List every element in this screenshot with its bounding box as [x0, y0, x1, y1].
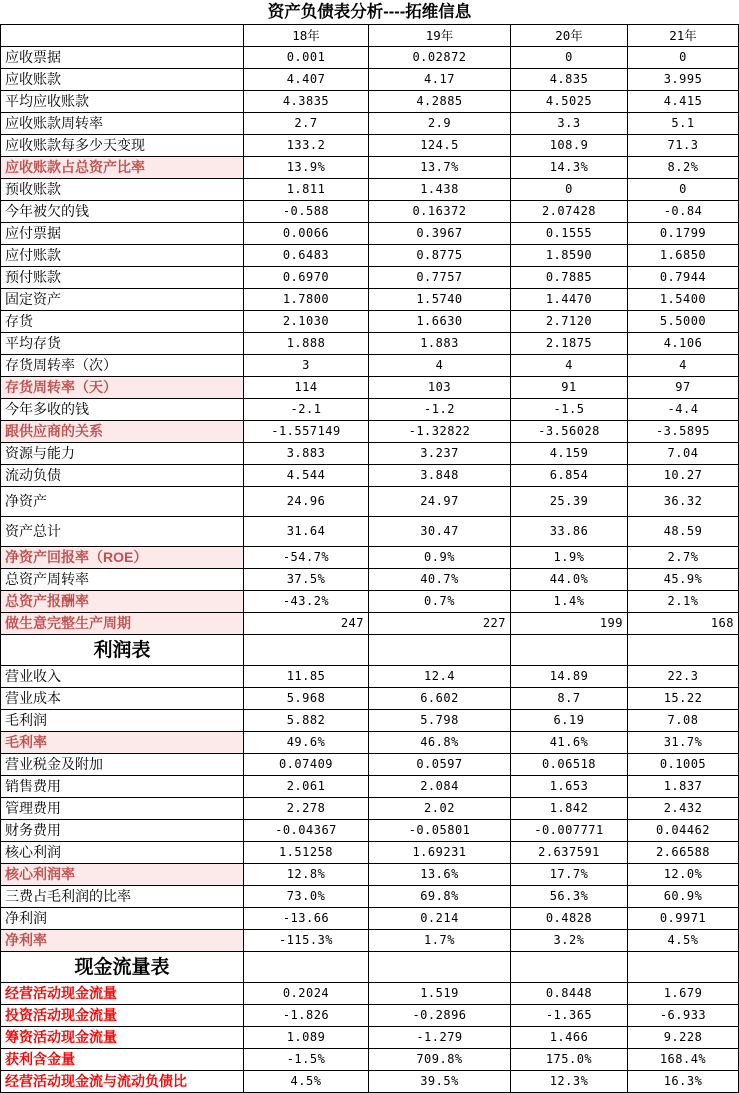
row-label: 平均存货	[1, 333, 244, 355]
table-row	[1, 547, 739, 569]
row-value-y3: 44.0%	[511, 569, 628, 591]
row-label: 预收账款	[1, 179, 244, 201]
table-row	[1, 289, 739, 311]
row-value-y4: 5.1	[628, 113, 739, 135]
row-label: 净资产	[1, 487, 244, 517]
row-value-y3: 1.653	[511, 776, 628, 798]
table-row	[1, 1027, 739, 1049]
row-value-y3: 199	[511, 613, 628, 635]
row-value-y3: 1.842	[511, 798, 628, 820]
row-value-y1: -0.588	[244, 201, 369, 223]
row-label: 应付账款	[1, 245, 244, 267]
row-value-y2: 0.8775	[369, 245, 511, 267]
row-label: 资产总计	[1, 517, 244, 547]
row-label: 获利含金量	[1, 1049, 244, 1071]
section-blank-cell	[369, 635, 511, 666]
row-value-y2: 1.5740	[369, 289, 511, 311]
table-row	[1, 820, 739, 842]
row-value-y3: 14.3%	[511, 157, 628, 179]
table-row	[1, 465, 739, 487]
row-value-y1: 1.888	[244, 333, 369, 355]
row-value-y2: 12.4	[369, 666, 511, 688]
row-value-y3: 108.9	[511, 135, 628, 157]
row-value-y3: -3.56028	[511, 421, 628, 443]
table-row	[1, 201, 739, 223]
row-value-y3: 25.39	[511, 487, 628, 517]
row-label: 投资活动现金流量	[1, 1005, 244, 1027]
row-label: 销售费用	[1, 776, 244, 798]
row-value-y2: 3.237	[369, 443, 511, 465]
row-label: 应收票据	[1, 47, 244, 69]
row-value-y1: 5.882	[244, 710, 369, 732]
row-value-y2: 6.602	[369, 688, 511, 710]
row-value-y1: 5.968	[244, 688, 369, 710]
section-blank-cell	[511, 952, 628, 983]
row-value-y2: 227	[369, 613, 511, 635]
column-header-row	[1, 25, 739, 47]
row-value-y4: 71.3	[628, 135, 739, 157]
page-title: 资产负债表分析----拓维信息	[1, 0, 739, 25]
row-label: 筹资活动现金流量	[1, 1027, 244, 1049]
row-value-y3: 4.5025	[511, 91, 628, 113]
row-value-y4: 2.66588	[628, 842, 739, 864]
row-value-y3: 0	[511, 47, 628, 69]
table-row	[1, 399, 739, 421]
row-value-y4: 0.1799	[628, 223, 739, 245]
table-row	[1, 1005, 739, 1027]
row-value-y1: 3.883	[244, 443, 369, 465]
row-value-y4: 1.5400	[628, 289, 739, 311]
row-label: 核心利润率	[1, 864, 244, 886]
row-value-y1: -2.1	[244, 399, 369, 421]
row-value-y3: 175.0%	[511, 1049, 628, 1071]
row-value-y1: 1.51258	[244, 842, 369, 864]
row-value-y4: 168	[628, 613, 739, 635]
row-label: 做生意完整生产周期	[1, 613, 244, 635]
row-value-y2: 0.16372	[369, 201, 511, 223]
row-value-y4: 4.5%	[628, 930, 739, 952]
row-value-y2: 2.9	[369, 113, 511, 135]
table-row	[1, 179, 739, 201]
row-value-y1: 4.544	[244, 465, 369, 487]
row-value-y3: 2.637591	[511, 842, 628, 864]
row-value-y2: 0.7%	[369, 591, 511, 613]
row-label: 毛利率	[1, 732, 244, 754]
row-label: 净利率	[1, 930, 244, 952]
column-header-year-1: 18年	[244, 25, 369, 47]
row-value-y2: 4	[369, 355, 511, 377]
row-label: 经营活动现金流量	[1, 983, 244, 1005]
row-value-y2: 709.8%	[369, 1049, 511, 1071]
row-value-y4: 8.2%	[628, 157, 739, 179]
table-row	[1, 776, 739, 798]
row-label: 平均应收账款	[1, 91, 244, 113]
row-value-y2: 0.3967	[369, 223, 511, 245]
row-value-y3: 1.8590	[511, 245, 628, 267]
column-header-year-2: 19年	[369, 25, 511, 47]
table-row	[1, 613, 739, 635]
row-value-y4: 16.3%	[628, 1071, 739, 1093]
row-value-y1: 2.1030	[244, 311, 369, 333]
row-label: 流动负债	[1, 465, 244, 487]
row-value-y1: -1.5%	[244, 1049, 369, 1071]
row-value-y4: 36.32	[628, 487, 739, 517]
row-value-y1: 13.9%	[244, 157, 369, 179]
row-value-y4: 168.4%	[628, 1049, 739, 1071]
row-value-y2: 69.8%	[369, 886, 511, 908]
table-row	[1, 732, 739, 754]
row-value-y4: 0.1005	[628, 754, 739, 776]
row-value-y3: 4.835	[511, 69, 628, 91]
row-value-y3: 2.1875	[511, 333, 628, 355]
row-value-y1: 49.6%	[244, 732, 369, 754]
row-value-y2: -0.2896	[369, 1005, 511, 1027]
row-label: 预付账款	[1, 267, 244, 289]
row-value-y4: 1.679	[628, 983, 739, 1005]
row-value-y4: 7.04	[628, 443, 739, 465]
row-value-y4: 2.1%	[628, 591, 739, 613]
row-value-y4: 15.22	[628, 688, 739, 710]
table-row	[1, 1071, 739, 1093]
row-value-y4: 4.106	[628, 333, 739, 355]
table-row	[1, 311, 739, 333]
row-label: 三费占毛利润的比率	[1, 886, 244, 908]
row-value-y4: 9.228	[628, 1027, 739, 1049]
row-value-y1: 1.089	[244, 1027, 369, 1049]
row-value-y1: -54.7%	[244, 547, 369, 569]
table-row	[1, 908, 739, 930]
row-value-y4: 1.6850	[628, 245, 739, 267]
row-value-y1: 1.811	[244, 179, 369, 201]
table-row	[1, 1049, 739, 1071]
row-value-y4: 97	[628, 377, 739, 399]
row-label: 固定资产	[1, 289, 244, 311]
table-row	[1, 245, 739, 267]
row-value-y2: 0.02872	[369, 47, 511, 69]
section-blank-cell	[628, 952, 739, 983]
section-blank-cell	[628, 635, 739, 666]
table-row	[1, 864, 739, 886]
row-value-y1: 4.5%	[244, 1071, 369, 1093]
row-value-y1: 31.64	[244, 517, 369, 547]
row-value-y2: 5.798	[369, 710, 511, 732]
row-label: 应收账款	[1, 69, 244, 91]
table-row	[1, 517, 739, 547]
table-row	[1, 355, 739, 377]
row-label: 总资产周转率	[1, 569, 244, 591]
row-value-y3: 4	[511, 355, 628, 377]
table-row	[1, 886, 739, 908]
row-value-y2: 1.519	[369, 983, 511, 1005]
table-row	[1, 798, 739, 820]
row-value-y3: 0.8448	[511, 983, 628, 1005]
document-title-row	[1, 0, 739, 25]
section-blank-cell	[244, 952, 369, 983]
row-value-y2: 2.084	[369, 776, 511, 798]
table-row	[1, 842, 739, 864]
table-row	[1, 983, 739, 1005]
row-value-y3: 33.86	[511, 517, 628, 547]
row-label: 今年多收的钱	[1, 399, 244, 421]
table-row	[1, 91, 739, 113]
section-header-row-income-statement	[1, 635, 739, 666]
header-label-cell	[1, 25, 244, 47]
row-value-y3: 17.7%	[511, 864, 628, 886]
row-value-y1: 2.278	[244, 798, 369, 820]
row-value-y3: 2.07428	[511, 201, 628, 223]
row-value-y1: -0.04367	[244, 820, 369, 842]
row-label: 核心利润	[1, 842, 244, 864]
row-label: 管理费用	[1, 798, 244, 820]
row-value-y2: 30.47	[369, 517, 511, 547]
row-value-y1: -13.66	[244, 908, 369, 930]
row-value-y4: 45.9%	[628, 569, 739, 591]
row-value-y1: 114	[244, 377, 369, 399]
row-label: 毛利润	[1, 710, 244, 732]
row-value-y2: 0.214	[369, 908, 511, 930]
row-value-y4: 48.59	[628, 517, 739, 547]
row-value-y1: 24.96	[244, 487, 369, 517]
row-value-y2: -1.2	[369, 399, 511, 421]
row-value-y3: -1.5	[511, 399, 628, 421]
table-row	[1, 443, 739, 465]
row-value-y3: 14.89	[511, 666, 628, 688]
row-value-y2: 124.5	[369, 135, 511, 157]
row-value-y2: 24.97	[369, 487, 511, 517]
row-value-y4: 4	[628, 355, 739, 377]
row-label: 存货	[1, 311, 244, 333]
row-value-y2: -0.05801	[369, 820, 511, 842]
row-label: 存货周转率（天）	[1, 377, 244, 399]
row-label: 应收账款占总资产比率	[1, 157, 244, 179]
row-value-y1: 4.3835	[244, 91, 369, 113]
row-value-y3: 0.7885	[511, 267, 628, 289]
row-value-y2: 1.7%	[369, 930, 511, 952]
row-value-y4: 4.415	[628, 91, 739, 113]
row-label: 净利润	[1, 908, 244, 930]
row-value-y4: 5.5000	[628, 311, 739, 333]
row-value-y4: 7.08	[628, 710, 739, 732]
row-value-y3: 6.854	[511, 465, 628, 487]
row-value-y4: 2.7%	[628, 547, 739, 569]
row-label: 营业成本	[1, 688, 244, 710]
table-row	[1, 157, 739, 179]
row-value-y3: 3.3	[511, 113, 628, 135]
row-value-y3: 12.3%	[511, 1071, 628, 1093]
row-value-y4: -6.933	[628, 1005, 739, 1027]
row-value-y1: 11.85	[244, 666, 369, 688]
row-value-y4: 31.7%	[628, 732, 739, 754]
row-value-y1: 2.061	[244, 776, 369, 798]
row-value-y3: 56.3%	[511, 886, 628, 908]
row-label: 存货周转率（次）	[1, 355, 244, 377]
row-label: 跟供应商的关系	[1, 421, 244, 443]
row-label: 资源与能力	[1, 443, 244, 465]
row-value-y3: 0.4828	[511, 908, 628, 930]
row-value-y3: 91	[511, 377, 628, 399]
row-value-y2: 46.8%	[369, 732, 511, 754]
row-value-y4: 12.0%	[628, 864, 739, 886]
row-value-y2: 1.883	[369, 333, 511, 355]
row-value-y4: 60.9%	[628, 886, 739, 908]
section-blank-cell	[369, 952, 511, 983]
row-value-y3: 2.7120	[511, 311, 628, 333]
row-value-y1: 133.2	[244, 135, 369, 157]
row-value-y1: 0.6970	[244, 267, 369, 289]
row-value-y3: 8.7	[511, 688, 628, 710]
table-row	[1, 223, 739, 245]
row-value-y3: -1.365	[511, 1005, 628, 1027]
row-value-y1: 1.7800	[244, 289, 369, 311]
row-value-y2: 0.0597	[369, 754, 511, 776]
table-row	[1, 710, 739, 732]
table-row	[1, 47, 739, 69]
row-value-y2: 103	[369, 377, 511, 399]
row-label: 应付票据	[1, 223, 244, 245]
row-value-y1: 0.07409	[244, 754, 369, 776]
column-header-year-3: 20年	[511, 25, 628, 47]
row-label: 营业收入	[1, 666, 244, 688]
row-value-y1: 0.6483	[244, 245, 369, 267]
row-value-y4: 0.9971	[628, 908, 739, 930]
row-value-y1: 2.7	[244, 113, 369, 135]
table-row	[1, 267, 739, 289]
row-value-y2: 1.438	[369, 179, 511, 201]
row-value-y1: 12.8%	[244, 864, 369, 886]
row-value-y4: 1.837	[628, 776, 739, 798]
row-value-y3: 0.06518	[511, 754, 628, 776]
row-label: 应收账款每多少天变现	[1, 135, 244, 157]
row-value-y4: 0.7944	[628, 267, 739, 289]
row-value-y1: -1.826	[244, 1005, 369, 1027]
row-label: 总资产报酬率	[1, 591, 244, 613]
row-value-y3: 1.4%	[511, 591, 628, 613]
row-label: 经营活动现金流与流动负债比	[1, 1071, 244, 1093]
row-value-y2: 1.69231	[369, 842, 511, 864]
row-value-y1: 247	[244, 613, 369, 635]
row-value-y1: 4.407	[244, 69, 369, 91]
row-value-y2: 4.17	[369, 69, 511, 91]
row-value-y1: -43.2%	[244, 591, 369, 613]
row-value-y1: -1.557149	[244, 421, 369, 443]
column-header-year-4: 21年	[628, 25, 739, 47]
table-row	[1, 113, 739, 135]
table-row	[1, 333, 739, 355]
row-value-y4: 10.27	[628, 465, 739, 487]
row-label: 应收账款周转率	[1, 113, 244, 135]
table-row	[1, 377, 739, 399]
row-value-y3: 41.6%	[511, 732, 628, 754]
table-row	[1, 69, 739, 91]
row-label: 财务费用	[1, 820, 244, 842]
row-value-y1: 0.0066	[244, 223, 369, 245]
row-value-y2: 4.2885	[369, 91, 511, 113]
row-value-y1: 73.0%	[244, 886, 369, 908]
row-value-y1: -115.3%	[244, 930, 369, 952]
row-value-y2: -1.279	[369, 1027, 511, 1049]
table-row	[1, 569, 739, 591]
row-value-y1: 3	[244, 355, 369, 377]
row-value-y3: 1.9%	[511, 547, 628, 569]
row-value-y3: 3.2%	[511, 930, 628, 952]
section-header-row-cash-flow-statement	[1, 952, 739, 983]
row-value-y4: 0	[628, 47, 739, 69]
row-value-y2: 40.7%	[369, 569, 511, 591]
row-value-y2: 3.848	[369, 465, 511, 487]
section-blank-cell	[244, 635, 369, 666]
table-row	[1, 487, 739, 517]
section-title-cash-flow-statement: 现金流量表	[1, 952, 244, 983]
row-label: 营业税金及附加	[1, 754, 244, 776]
row-value-y2: 0.7757	[369, 267, 511, 289]
row-value-y3: 4.159	[511, 443, 628, 465]
row-value-y4: -4.4	[628, 399, 739, 421]
row-value-y2: 1.6630	[369, 311, 511, 333]
row-value-y1: 0.2024	[244, 983, 369, 1005]
row-value-y3: 1.4470	[511, 289, 628, 311]
table-row	[1, 421, 739, 443]
row-value-y1: 0.001	[244, 47, 369, 69]
table-row	[1, 930, 739, 952]
row-label: 今年被欠的钱	[1, 201, 244, 223]
section-title-income-statement: 利润表	[1, 635, 244, 666]
table-row	[1, 688, 739, 710]
row-value-y4: 22.3	[628, 666, 739, 688]
table-body	[1, 0, 739, 1093]
row-value-y4: 0.04462	[628, 820, 739, 842]
row-value-y2: 0.9%	[369, 547, 511, 569]
row-value-y1: 37.5%	[244, 569, 369, 591]
table-row	[1, 591, 739, 613]
row-value-y3: 1.466	[511, 1027, 628, 1049]
table-row	[1, 754, 739, 776]
row-value-y4: -0.84	[628, 201, 739, 223]
row-value-y2: 39.5%	[369, 1071, 511, 1093]
table-row	[1, 135, 739, 157]
row-value-y4: -3.5895	[628, 421, 739, 443]
row-value-y4: 0	[628, 179, 739, 201]
row-value-y2: -1.32822	[369, 421, 511, 443]
row-value-y3: 0	[511, 179, 628, 201]
section-blank-cell	[511, 635, 628, 666]
row-value-y2: 13.7%	[369, 157, 511, 179]
row-value-y4: 2.432	[628, 798, 739, 820]
row-label: 净资产回报率（ROE）	[1, 547, 244, 569]
table-row	[1, 666, 739, 688]
row-value-y3: -0.007771	[511, 820, 628, 842]
row-value-y4: 3.995	[628, 69, 739, 91]
row-value-y2: 2.02	[369, 798, 511, 820]
row-value-y2: 13.6%	[369, 864, 511, 886]
row-value-y3: 6.19	[511, 710, 628, 732]
row-value-y3: 0.1555	[511, 223, 628, 245]
